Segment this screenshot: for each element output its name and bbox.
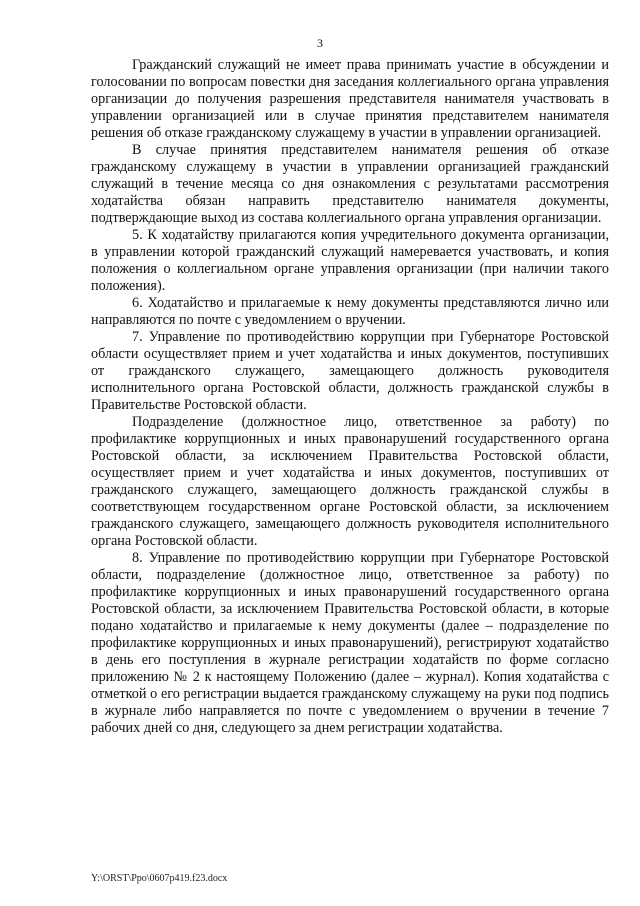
paragraph-subdivision-reception: Подразделение (должностное лицо, ответственное за работу) по профилактике коррупционных и иных правонарушений государственного органа Ростовской области, за исключением Правительства Ростовской области, осуществляет прием и учет ходатайства и иных документов, поступивших от гражданского служащего, замещающего должность гражданской службы в соответствующем государственном органе Ростовской области, за исключением гражданского служащего, замещающего должность руководителя исполнительного органа Ростовской области.	[91, 414, 609, 549]
paragraph-no-voting-right: Гражданский служащий не имеет права принимать участие в обсуждении и голосовании по вопросам повестки дня заседания коллегиального органа управления организации до получения разрешения представителя нанимателя участвовать в управлении организацией или в случае принятия представителем нанимателя решения об отказе гражданскому служащему в участии в управлении организацией.	[91, 57, 609, 141]
paragraph-item-6-submission: 6. Ходатайство и прилагаемые к нему документы представляются лично или направляются по почте с уведомлением о вручении.	[91, 295, 609, 328]
paragraph-item-8-registration: 8. Управление по противодействию коррупции при Губернаторе Ростовской области, подразделение (должностное лицо, ответственное за работу) по профилактике коррупционных и иных правонарушений государственного органа Ростовской области, за исключением Правительства Ростовской области, в которые подано ходатайство и прилагаемые к нему документы (далее – подразделение по профилактике коррупционных и иных правонарушений), регистрируют ходатайство в день его поступления в журнале регистрации ходатайств по форме согласно приложению № 2 к настоящему Положению (далее – журнал). Копия ходатайства с отметкой о его регистрации выдается гражданскому служащему на руки под подпись в журнале либо направляется по почте с уведомлением о вручении в течение 7 рабочих дней со дня, следующего за днем регистрации ходатайства.	[91, 550, 609, 736]
document-body	[91, 57, 609, 737]
footer-file-path: Y:\ORST\Ppo\0607p419.f23.docx	[91, 873, 228, 884]
paragraph-item-7-reception: 7. Управление по противодействию коррупции при Губернаторе Ростовской области осуществляет прием и учет ходатайства и иных документов, поступивших от гражданского служащего, замещающего должность руководителя исполнительного органа Ростовской области, должность гражданской службы в Правительстве Ростовской области.	[91, 329, 609, 413]
paragraph-refusal-exit: В случае принятия представителем нанимателя решения об отказе гражданскому служащему в участии в управлении организацией гражданский служащий в течение месяца со дня ознакомления с результатами рассмотрения ходатайства обязан направить представителю нанимателя документы, подтверждающие выход из состава коллегиального органа управления организации.	[91, 142, 609, 226]
page-number: 3	[317, 36, 323, 50]
paragraph-item-5-attachments: 5. К ходатайству прилагаются копия учредительного документа организации, в управлении которой гражданский служащий намеревается участвовать, и копия положения о коллегиальном органе управления организации (при наличии такого положения).	[91, 227, 609, 294]
